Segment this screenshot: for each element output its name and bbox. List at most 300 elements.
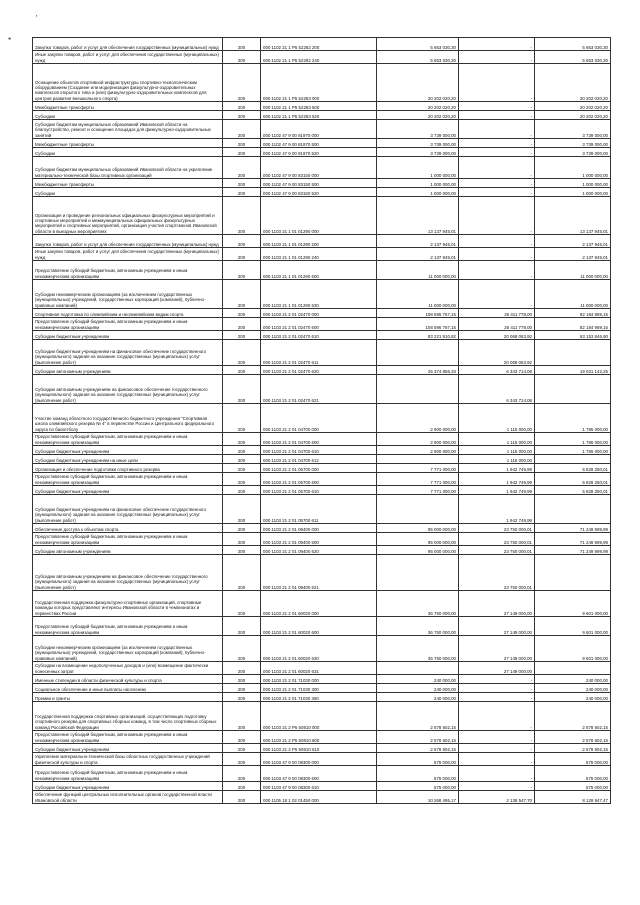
line-code-cell: 200: [223, 662, 261, 675]
line-code-cell: 200: [223, 120, 261, 139]
executed-amount-cell: 26 411 778,00: [459, 309, 535, 318]
approved-amount-cell: 5 663 030,30: [377, 51, 459, 64]
unexecuted-amount-cell: 575 000,00: [535, 753, 611, 766]
table-row: [33, 375, 611, 404]
executed-amount-cell: 1 942 749,99: [459, 495, 535, 524]
line-code-cell: 200: [223, 782, 261, 791]
table-row: [33, 51, 611, 64]
table-row: [33, 157, 611, 179]
table-row: [33, 533, 611, 546]
approved-amount-cell: 5 663 030,30: [377, 38, 459, 51]
line-code-cell: 200: [223, 495, 261, 524]
executed-amount-cell: -: [459, 744, 535, 753]
expense-name-cell: Государственная поддержка физкультурно-спортивных организаций, спортивные команды которых представляют интересы Ивановской области в чемпионатах и первенствах России: [33, 591, 223, 617]
budget-classification-code-cell: 000 1103 21 1 01 01290 000: [261, 197, 377, 235]
budget-classification-code-cell: 000 1102 21 1 P5 52282 200: [261, 38, 377, 51]
expense-name-cell: Межбюджетные трансферты: [33, 179, 223, 188]
budget-classification-code-cell: 000 1103 21 2 01 60020 000: [261, 591, 377, 617]
unexecuted-amount-cell: 3 739 000,00: [535, 148, 611, 157]
table-row: [33, 102, 611, 111]
executed-amount-cell: 6 343 714,08: [459, 366, 535, 375]
table-row: [33, 782, 611, 791]
expense-name-cell: Предоставление субсидий бюджетным, автономным учреждениям и иным некоммерческим организациям: [33, 433, 223, 446]
approved-amount-cell: 3 739 000,00: [377, 148, 459, 157]
approved-amount-cell: [377, 340, 459, 366]
budget-classification-code-cell: 000 1103 21 2 01 60020 630: [261, 636, 377, 662]
approved-amount-cell: [377, 662, 459, 675]
unexecuted-amount-cell: 3 739 000,00: [535, 139, 611, 148]
table-row: [33, 309, 611, 318]
unexecuted-amount-cell: 20 202 020,20: [535, 111, 611, 120]
expense-name-cell: Иные закупки товаров, работ и услуг для обеспечения государственных (муниципальных) нужд: [33, 51, 223, 64]
approved-amount-cell: 240 000,00: [377, 675, 459, 684]
unexecuted-amount-cell: 82 184 989,15: [535, 309, 611, 318]
unexecuted-amount-cell: 240 000,00: [535, 693, 611, 702]
line-code-cell: 200: [223, 280, 261, 309]
line-code-cell: 200: [223, 555, 261, 591]
expense-name-cell: Субсидии автономным учреждениям: [33, 546, 223, 555]
approved-amount-cell: 2 137 945,01: [377, 235, 459, 248]
unexecuted-amount-cell: [535, 662, 611, 675]
line-code-cell: 200: [223, 375, 261, 404]
executed-amount-cell: -: [459, 766, 535, 782]
table-row: [33, 662, 611, 675]
executed-amount-cell: -: [459, 51, 535, 64]
budget-classification-code-cell: 000 1103 21 1 01 01290 240: [261, 248, 377, 261]
approved-amount-cell: 108 596 767,15: [377, 318, 459, 331]
unexecuted-amount-cell: 575 000,00: [535, 766, 611, 782]
line-code-cell: 200: [223, 404, 261, 433]
expense-name-cell: Закупка товаров, работ и услуг для обеспечения государственных (муниципальных) нужд: [33, 235, 223, 248]
line-code-cell: 200: [223, 766, 261, 782]
expense-name-cell: Обеспечение доступа к объектам спорта: [33, 524, 223, 533]
unexecuted-amount-cell: 2 578 602,15: [535, 731, 611, 744]
line-code-cell: 200: [223, 188, 261, 197]
unexecuted-amount-cell: 8 129 947,47: [535, 791, 611, 804]
expense-name-cell: Предоставление субсидий бюджетным, автономным учреждениям и иным некоммерческим организациям: [33, 261, 223, 280]
executed-amount-cell: -: [459, 235, 535, 248]
expense-name-cell: Субсидии: [33, 148, 223, 157]
executed-amount-cell: 1 115 000,00: [459, 404, 535, 433]
table-row: [33, 617, 611, 636]
scan-mark-top: ': [36, 14, 38, 23]
executed-amount-cell: 1 115 000,00: [459, 433, 535, 446]
unexecuted-amount-cell: [535, 555, 611, 591]
budget-classification-code-cell: 000 1102 21 1 P5 52282 240: [261, 51, 377, 64]
table-row: [33, 38, 611, 51]
budget-classification-code-cell: 000 1102 21 1 P5 52283 500: [261, 102, 377, 111]
unexecuted-amount-cell: 19 031 142,25: [535, 366, 611, 375]
table-row: [33, 404, 611, 433]
budget-classification-code-cell: 000 1103 21 2 01 05700 611: [261, 495, 377, 524]
budget-classification-code-cell: 000 1103 21 2 01 04700 612: [261, 455, 377, 464]
table-row: [33, 684, 611, 693]
line-code-cell: 200: [223, 331, 261, 340]
unexecuted-amount-cell: 2 137 945,01: [535, 235, 611, 248]
unexecuted-amount-cell: 9 601 000,00: [535, 636, 611, 662]
executed-amount-cell: 27 149 000,00: [459, 662, 535, 675]
expense-name-cell: Субсидии бюджетным учреждениям на иные цели: [33, 455, 223, 464]
line-code-cell: 200: [223, 693, 261, 702]
budget-classification-code-cell: 000 1103 21 1 01 01290 200: [261, 235, 377, 248]
expense-name-cell: Премии и гранты: [33, 693, 223, 702]
unexecuted-amount-cell: 1 785 000,00: [535, 446, 611, 455]
executed-amount-cell: 1 942 749,99: [459, 464, 535, 473]
unexecuted-amount-cell: 11 000 000,00: [535, 280, 611, 309]
expense-name-cell: Предоставление субсидий бюджетным, автономным учреждениям и иным некоммерческим организациям: [33, 533, 223, 546]
budget-classification-code-cell: 000 1103 21 2 01 02470 611: [261, 340, 377, 366]
expense-name-cell: Субсидии бюджетным учреждениям: [33, 782, 223, 791]
line-code-cell: 200: [223, 366, 261, 375]
approved-amount-cell: 7 771 000,00: [377, 464, 459, 473]
executed-amount-cell: 1 942 749,99: [459, 486, 535, 495]
line-code-cell: 200: [223, 486, 261, 495]
table-row: [33, 486, 611, 495]
line-code-cell: 200: [223, 636, 261, 662]
budget-classification-code-cell: 000 1103 21 2 01 71030 000: [261, 675, 377, 684]
executed-amount-cell: -: [459, 148, 535, 157]
budget-classification-code-cell: 000 1102 47 9 00 81970 500: [261, 139, 377, 148]
expense-name-cell: Субсидии некоммерческим организациям (за исключением государственных (муниципальных) учреждений, государственных корпораций (компаний), публично-правовых компаний): [33, 636, 223, 662]
budget-classification-code-cell: 000 1103 21 2 01 60020 631: [261, 662, 377, 675]
expense-name-cell: Закупка товаров, работ и услуг для обеспечения государственных (муниципальных) нужд: [33, 38, 223, 51]
expense-name-cell: Государственная поддержка спортивных организаций, осуществляющих подготовку спортивного резерва для спортивных сборных команд, в том числе спортивных сборных команд Российской Федерации: [33, 702, 223, 731]
table-row: [33, 524, 611, 533]
approved-amount-cell: 25 374 856,33: [377, 366, 459, 375]
budget-execution-table: [32, 37, 611, 804]
table-row: [33, 636, 611, 662]
approved-amount-cell: 575 000,00: [377, 782, 459, 791]
budget-classification-code-cell: 000 1103 21 1 01 01290 630: [261, 280, 377, 309]
approved-amount-cell: 2 137 945,01: [377, 248, 459, 261]
approved-amount-cell: 1 000 000,00: [377, 188, 459, 197]
executed-amount-cell: 27 149 000,00: [459, 617, 535, 636]
expense-name-cell: Межбюджетные трансферты: [33, 139, 223, 148]
budget-classification-code-cell: 000 1103 21 2 01 05700 600: [261, 473, 377, 486]
table-row: [33, 248, 611, 261]
approved-amount-cell: 2 900 000,00: [377, 433, 459, 446]
line-code-cell: 200: [223, 340, 261, 366]
executed-amount-cell: -: [459, 139, 535, 148]
unexecuted-amount-cell: 5 663 030,30: [535, 38, 611, 51]
expense-name-cell: Предоставление субсидий бюджетным, автономным учреждениям и иным некоммерческим организациям: [33, 318, 223, 331]
budget-classification-code-cell: 000 1103 47 9 00 08300 000: [261, 753, 377, 766]
executed-amount-cell: 23 750 000,01: [459, 555, 535, 591]
budget-classification-code-cell: 000 1103 21 2 01 05700 000: [261, 464, 377, 473]
unexecuted-amount-cell: 1 000 000,00: [535, 179, 611, 188]
budget-classification-code-cell: 000 1103 21 2 01 71030 300: [261, 684, 377, 693]
table-row: [33, 546, 611, 555]
unexecuted-amount-cell: [535, 375, 611, 404]
unexecuted-amount-cell: 2 578 602,15: [535, 744, 611, 753]
expense-name-cell: Субсидии некоммерческим организациям (за исключением государственных (муниципальных) учреждений, государственных корпораций (компаний), публично-правовых компаний): [33, 280, 223, 309]
table-row: [33, 261, 611, 280]
approved-amount-cell: 1 000 000,00: [377, 179, 459, 188]
expense-name-cell: Обеспечение функций центральных исполнительных органов государственной власти Ивановской области: [33, 791, 223, 804]
executed-amount-cell: 20 068 063,92: [459, 340, 535, 366]
executed-amount-cell: 23 750 000,01: [459, 546, 535, 555]
executed-amount-cell: 1 942 749,99: [459, 473, 535, 486]
approved-amount-cell: 13 137 945,01: [377, 197, 459, 235]
line-code-cell: 200: [223, 235, 261, 248]
budget-classification-code-cell: 000 1105 18 1 02 01450 000: [261, 791, 377, 804]
approved-amount-cell: 240 000,00: [377, 693, 459, 702]
table-row: [33, 366, 611, 375]
unexecuted-amount-cell: 5 663 030,30: [535, 51, 611, 64]
table-row: [33, 280, 611, 309]
unexecuted-amount-cell: 13 137 945,01: [535, 197, 611, 235]
budget-classification-code-cell: 000 1102 21 1 P5 52283 520: [261, 111, 377, 120]
approved-amount-cell: [377, 495, 459, 524]
scan-mark-left: *: [8, 36, 12, 45]
budget-classification-code-cell: 000 1103 21 2 01 09400 000: [261, 524, 377, 533]
line-code-cell: 200: [223, 744, 261, 753]
table-row: [33, 331, 611, 340]
expense-name-cell: Субсидии бюджетным учреждениям: [33, 486, 223, 495]
line-code-cell: 200: [223, 546, 261, 555]
approved-amount-cell: 11 000 000,00: [377, 280, 459, 309]
table-row: [33, 188, 611, 197]
approved-amount-cell: 2 578 602,15: [377, 744, 459, 753]
unexecuted-amount-cell: 71 249 999,99: [535, 533, 611, 546]
approved-amount-cell: 36 750 000,00: [377, 636, 459, 662]
line-code-cell: 200: [223, 148, 261, 157]
unexecuted-amount-cell: 2 137 945,01: [535, 248, 611, 261]
approved-amount-cell: 2 900 000,00: [377, 446, 459, 455]
expense-name-cell: Предоставление субсидий бюджетным, автономным учреждениям и иным некоммерческим организациям: [33, 473, 223, 486]
budget-classification-code-cell: 000 1103 21 2 P5 50810 610: [261, 744, 377, 753]
line-code-cell: 200: [223, 157, 261, 179]
table-row: [33, 446, 611, 455]
budget-classification-code-cell: 000 1103 21 2 01 02470 620: [261, 366, 377, 375]
expense-name-cell: Субсидии бюджетным учреждениям на финансовое обеспечение государственного (муниципального) задания на оказание государственных (муниципальных) услуг (выполнение работ): [33, 340, 223, 366]
budget-classification-code-cell: 000 1103 21 2 01 71030 350: [261, 693, 377, 702]
approved-amount-cell: 3 739 000,00: [377, 120, 459, 139]
expense-name-cell: Организация и проведение региональных официальных физкультурных мероприятий и спортивных мероприятий и межмуниципальных официальных физкультурных мероприятий и спортивных мероприятий, организация участия спортсменов Ивановской области в выездных мероприятиях: [33, 197, 223, 235]
unexecuted-amount-cell: 71 249 999,99: [535, 524, 611, 533]
table-row: [33, 111, 611, 120]
approved-amount-cell: 2 578 602,15: [377, 731, 459, 744]
approved-amount-cell: 95 000 000,00: [377, 546, 459, 555]
executed-amount-cell: 27 149 000,00: [459, 591, 535, 617]
expense-name-cell: Участие команд областного государственного бюджетного учреждения "Спортивная школа олимпийского резерва № 4" в первенстве России и Центрального федерального округа по баскетболу: [33, 404, 223, 433]
expense-name-cell: Субсидии автономным учреждениям на финансовое обеспечение государственного (муниципального) задания на оказание государственных (муниципальных) услуг (выполнение работ): [33, 555, 223, 591]
expense-name-cell: Укрепление материально-технической базы областных государственных учреждений физической культуры и спорта: [33, 753, 223, 766]
unexecuted-amount-cell: 71 249 999,99: [535, 546, 611, 555]
line-code-cell: 200: [223, 464, 261, 473]
line-code-cell: 200: [223, 248, 261, 261]
line-code-cell: 200: [223, 102, 261, 111]
table-row: [33, 731, 611, 744]
executed-amount-cell: -: [459, 675, 535, 684]
expense-name-cell: Субсидии на возмещение недополученных доходов и (или) возмещение фактически понесенных затрат: [33, 662, 223, 675]
budget-classification-code-cell: 000 1102 47 9 00 83150 500: [261, 179, 377, 188]
budget-classification-code-cell: 000 1102 47 9 00 83150 000: [261, 157, 377, 179]
table-row: [33, 744, 611, 753]
approved-amount-cell: [377, 455, 459, 464]
expense-name-cell: Субсидии бюджетным учреждениям: [33, 331, 223, 340]
approved-amount-cell: 1 000 000,00: [377, 157, 459, 179]
budget-classification-code-cell: 000 1103 21 2 01 02470 621: [261, 375, 377, 404]
table-row: [33, 495, 611, 524]
table-row: [33, 473, 611, 486]
expense-name-cell: Оснащение объектов спортивной инфраструктуры спортивно-технологическим оборудованием (Создание или модернизация физкультурно-оздоровительных комплексов открытого типа и (или) физкультурно-оздоровительных комплексов для центров развития внешкольного спорта): [33, 64, 223, 102]
budget-classification-code-cell: 000 1103 21 2 01 04700 600: [261, 433, 377, 446]
line-code-cell: 200: [223, 702, 261, 731]
executed-amount-cell: 6 343 714,08: [459, 375, 535, 404]
line-code-cell: 200: [223, 753, 261, 766]
table-row: [33, 591, 611, 617]
line-code-cell: 200: [223, 261, 261, 280]
table-row: [33, 179, 611, 188]
line-code-cell: 200: [223, 64, 261, 102]
expense-name-cell: Спортивная подготовка по олимпийским и неолимпийским видам спорта: [33, 309, 223, 318]
executed-amount-cell: -: [459, 197, 535, 235]
unexecuted-amount-cell: 82 184 989,15: [535, 318, 611, 331]
line-code-cell: 200: [223, 791, 261, 804]
expense-name-cell: Социальное обеспечение и иные выплаты населению: [33, 684, 223, 693]
executed-amount-cell: 23 750 000,01: [459, 533, 535, 546]
expense-name-cell: Субсидии бюджетам муниципальных образований Ивановской области на благоустройство, ремонт и оснащение площадок для физкультурно-оздоровительных занятий: [33, 120, 223, 139]
unexecuted-amount-cell: 575 000,00: [535, 782, 611, 791]
table-row: [33, 197, 611, 235]
approved-amount-cell: 3 739 000,00: [377, 139, 459, 148]
expense-name-cell: Субсидии бюджетам муниципальных образований Ивановской области на укрепление материально-технической базы спортивных организаций: [33, 157, 223, 179]
unexecuted-amount-cell: [535, 455, 611, 464]
table-row: [33, 753, 611, 766]
approved-amount-cell: 20 202 020,20: [377, 64, 459, 102]
line-code-cell: 200: [223, 309, 261, 318]
expense-name-cell: Субсидии: [33, 111, 223, 120]
line-code-cell: 200: [223, 51, 261, 64]
budget-classification-code-cell: 000 1102 47 9 00 83150 520: [261, 188, 377, 197]
table-row: [33, 433, 611, 446]
table-row: [33, 555, 611, 591]
expense-name-cell: Субсидии бюджетным учреждениям на финансовое обеспечение государственного (муниципального) задания на оказание государственных (муниципальных) услуг (выполнение работ): [33, 495, 223, 524]
unexecuted-amount-cell: 1 785 000,00: [535, 404, 611, 433]
line-code-cell: 200: [223, 446, 261, 455]
expense-name-cell: Субсидии автономным учреждениям на финансовое обеспечение государственного (муниципального) задания на оказание государственных (муниципальных) услуг (выполнение работ): [33, 375, 223, 404]
executed-amount-cell: -: [459, 702, 535, 731]
budget-classification-code-cell: 000 1103 21 2 01 02470 610: [261, 331, 377, 340]
expense-name-cell: Предоставление субсидий бюджетным, автономным учреждениям и иным некоммерческим организациям: [33, 617, 223, 636]
table-row: [33, 464, 611, 473]
unexecuted-amount-cell: 11 000 000,00: [535, 261, 611, 280]
budget-classification-code-cell: 000 1103 21 2 01 60020 600: [261, 617, 377, 636]
expense-name-cell: Предоставление субсидий бюджетным, автономным учреждениям и иным некоммерческим организациям: [33, 766, 223, 782]
executed-amount-cell: 27 149 000,00: [459, 636, 535, 662]
line-code-cell: 200: [223, 684, 261, 693]
table-row: [33, 64, 611, 102]
table-row: [33, 318, 611, 331]
approved-amount-cell: 575 000,00: [377, 766, 459, 782]
executed-amount-cell: -: [459, 261, 535, 280]
approved-amount-cell: [377, 555, 459, 591]
expense-name-cell: Субсидии: [33, 188, 223, 197]
expense-name-cell: Именные стипендии в области физической культуры и спорта: [33, 675, 223, 684]
executed-amount-cell: -: [459, 684, 535, 693]
approved-amount-cell: 2 900 000,00: [377, 404, 459, 433]
budget-classification-code-cell: 000 1103 21 2 01 02470 600: [261, 318, 377, 331]
table-row: [33, 702, 611, 731]
executed-amount-cell: -: [459, 38, 535, 51]
budget-classification-code-cell: 000 1103 21 2 01 09400 620: [261, 546, 377, 555]
line-code-cell: 200: [223, 139, 261, 148]
executed-amount-cell: -: [459, 111, 535, 120]
executed-amount-cell: 1 115 000,00: [459, 455, 535, 464]
executed-amount-cell: -: [459, 188, 535, 197]
table-row: [33, 675, 611, 684]
line-code-cell: 200: [223, 38, 261, 51]
table-row: [33, 693, 611, 702]
approved-amount-cell: 95 000 000,00: [377, 524, 459, 533]
unexecuted-amount-cell: 20 202 020,20: [535, 64, 611, 102]
line-code-cell: 200: [223, 473, 261, 486]
unexecuted-amount-cell: 5 828 250,01: [535, 464, 611, 473]
line-code-cell: 200: [223, 675, 261, 684]
approved-amount-cell: 83 221 910,82: [377, 331, 459, 340]
budget-classification-code-cell: 000 1103 21 2 P5 50810 000: [261, 702, 377, 731]
budget-classification-code-cell: 000 1103 21 1 01 01290 600: [261, 261, 377, 280]
executed-amount-cell: 26 411 778,00: [459, 318, 535, 331]
approved-amount-cell: 20 202 020,20: [377, 102, 459, 111]
table-row: [33, 766, 611, 782]
unexecuted-amount-cell: 240 000,00: [535, 675, 611, 684]
approved-amount-cell: 95 000 000,00: [377, 533, 459, 546]
budget-classification-code-cell: 000 1103 21 2 01 04700 610: [261, 446, 377, 455]
executed-amount-cell: 2 138 547,70: [459, 791, 535, 804]
budget-classification-code-cell: 000 1103 21 2 01 09400 621: [261, 555, 377, 591]
budget-classification-code-cell: 000 1103 47 9 00 08300 600: [261, 766, 377, 782]
approved-amount-cell: 11 000 000,00: [377, 261, 459, 280]
budget-classification-code-cell: 000 1103 21 2 01 02470 000: [261, 309, 377, 318]
executed-amount-cell: 23 750 000,01: [459, 524, 535, 533]
line-code-cell: 200: [223, 731, 261, 744]
executed-amount-cell: -: [459, 64, 535, 102]
executed-amount-cell: -: [459, 102, 535, 111]
budget-classification-code-cell: 000 1102 47 9 00 81970 000: [261, 120, 377, 139]
expense-name-cell: Субсидии автономным учреждениям: [33, 366, 223, 375]
approved-amount-cell: 7 771 000,00: [377, 473, 459, 486]
approved-amount-cell: 240 000,00: [377, 684, 459, 693]
table-row: [33, 455, 611, 464]
unexecuted-amount-cell: 3 739 000,00: [535, 120, 611, 139]
approved-amount-cell: 36 750 000,00: [377, 591, 459, 617]
unexecuted-amount-cell: 20 202 020,20: [535, 102, 611, 111]
table-row: [33, 791, 611, 804]
unexecuted-amount-cell: 1 000 000,00: [535, 188, 611, 197]
executed-amount-cell: -: [459, 179, 535, 188]
table-row: [33, 235, 611, 248]
line-code-cell: 200: [223, 197, 261, 235]
executed-amount-cell: 20 068 063,92: [459, 331, 535, 340]
expense-name-cell: Субсидии бюджетным учреждениям: [33, 446, 223, 455]
executed-amount-cell: -: [459, 120, 535, 139]
line-code-cell: 200: [223, 617, 261, 636]
executed-amount-cell: -: [459, 157, 535, 179]
line-code-cell: 200: [223, 433, 261, 446]
approved-amount-cell: 575 000,00: [377, 753, 459, 766]
unexecuted-amount-cell: [535, 495, 611, 524]
expense-name-cell: Межбюджетные трансферты: [33, 102, 223, 111]
unexecuted-amount-cell: 9 601 000,00: [535, 617, 611, 636]
unexecuted-amount-cell: 5 828 250,01: [535, 486, 611, 495]
table-row: [33, 148, 611, 157]
approved-amount-cell: 20 202 020,20: [377, 111, 459, 120]
executed-amount-cell: -: [459, 753, 535, 766]
executed-amount-cell: -: [459, 280, 535, 309]
unexecuted-amount-cell: 1 000 000,00: [535, 157, 611, 179]
